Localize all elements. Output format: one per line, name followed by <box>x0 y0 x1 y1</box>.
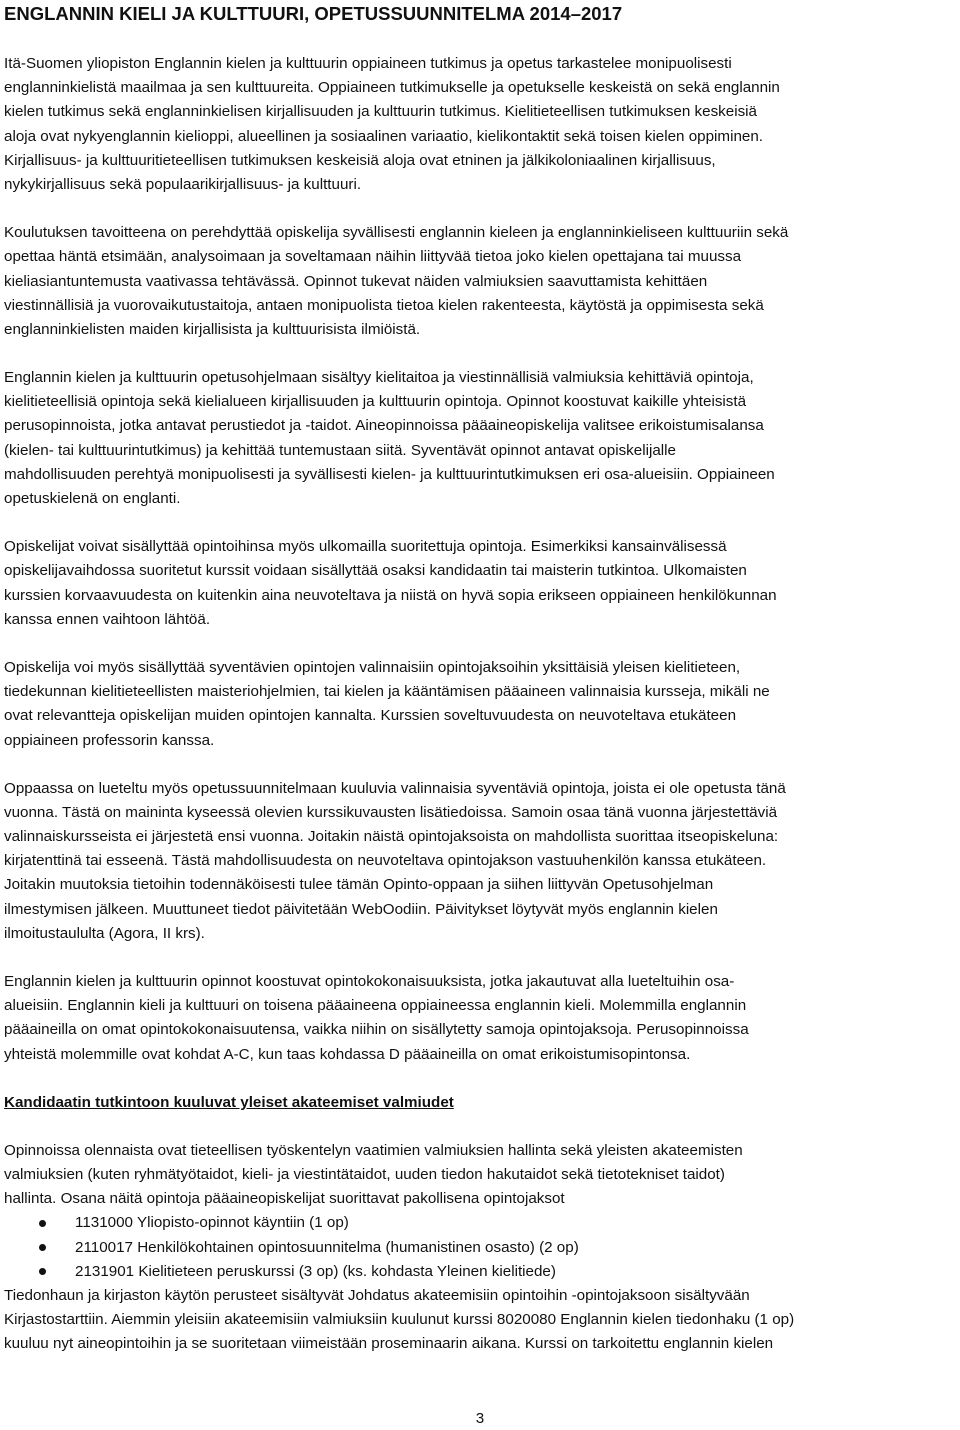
text-line: oppiaineen professorin kanssa. <box>4 731 215 749</box>
text-line: vuonna. Tästä on maininta kyseessä olevien kurssikuvausten lisätiedoissa. Samoin osaa tänä vuonna järjestettäviä <box>4 803 778 821</box>
text-line: mahdollisuuden perehtyä monipuolisesti ja syvällisesti kielen- ja kulttuurintutkimuksen eri osa-alueisiin. Oppiaineen <box>4 465 775 483</box>
text-line: Englannin kielen ja kulttuurin opetusohjelmaan sisältyy kielitaitoa ja viestinnällisiä valmiuksia kehittäviä opintoja, <box>4 369 754 387</box>
list-item <box>4 1236 956 1260</box>
text-line: Kirjastostarttiin. Aiemmin yleisiin akateemisiin valmiuksiin kuulunut kurssi 8020080 Englannin kielen tiedonhaku (1 op) <box>4 1311 795 1329</box>
bullet-icon <box>39 1220 46 1227</box>
text-line: opetuskielenä on englanti. <box>4 490 181 507</box>
course-list <box>4 1211 956 1284</box>
text-line: kieliasiantuntemusta vaativassa tehtävässä. Opinnot tukevat näiden valmiuksien saavuttamista kehittäen <box>4 272 708 290</box>
text-line: Joitakin muutoksia tietoihin todennäköisesti tulee tämän Opinto-oppaan ja siihen liittyvän Opetusohjelman <box>4 876 714 894</box>
text-line: Itä-Suomen yliopiston Englannin kielen ja kulttuurin oppiaineen tutkimus ja opetus tarkastelee monipuolisesti <box>4 55 732 72</box>
paragraph-electives <box>4 656 956 753</box>
text-line: Koulutuksen tavoitteena on perehdyttää opiskelija syvällisesti englannin kieleen ja englanninkieliseen kulttuuriin sekä <box>4 224 789 242</box>
paragraph-intro <box>4 52 956 197</box>
text-line: Tiedonhaun ja kirjaston käytön perusteet sisältyvät Johdatus akateemisiin opintoihin -opintojaksoon sisältyvään <box>4 1286 750 1304</box>
text-line: tiedekunnan kielitieteellisten maisteriohjelmien, tai kielen ja kääntämisen pääaineen valinnaisia kursseja, mikäli ne <box>4 683 770 701</box>
text-line: Opiskelija voi myös sisällyttää syventävien opintojen valinnaisiin opintojaksoihin yksittäisiä yleisen kielitieteen, <box>4 658 741 676</box>
text-line: (kielen- tai kulttuurintutkimus) ja kehittää tuntemustaan siitä. Syventävät opinnot antavat opiskelijalle <box>4 441 676 459</box>
text-line: kielen tutkimus sekä englanninkielisen kirjallisuuden ja kulttuurin tutkimus. Kielitieteellisen tutkimuksen keskeisiä <box>4 103 757 121</box>
bullet-icon <box>39 1244 46 1251</box>
text-line: kuuluu nyt aineopintoihin ja se suoritetaan viimeistään proseminaarin aikana. Kurssi on tarkoitettu englannin kielen <box>4 1335 774 1353</box>
text-line: aloja ovat nykyenglannin kielioppi, alueellinen ja sosiaalinen variaatio, kielikontaktit sekä toisen kielen oppiminen. <box>4 127 763 145</box>
paragraph-goals <box>4 221 956 342</box>
page-number: 3 <box>475 1410 485 1427</box>
list-item-text: 2110017 Henkilökohtainen opintosuunnitelma (humanistinen osasto) (2 op) <box>75 1238 579 1256</box>
text-line: ilmestymisen jälkeen. Muuttuneet tiedot päivitetään WebOodiin. Päivitykset löytyvät myös englannin kielen <box>4 900 718 918</box>
text-line: valmiuksien (kuten ryhmätyötaidot, kieli- ja viestintätaidot, uuden tiedon hakutaidot sekä tietotekniset taidot) <box>4 1165 725 1183</box>
text-line: opettaa häntä etsimään, analysoimaan ja soveltamaan näihin liittyvää tietoa joko kielen opettajana tai muussa <box>4 248 742 266</box>
text-line: kurssien korvaavuudesta on kuitenkin aina neuvoteltava ja niistä on hyvä sopia erikseen oppiaineen henkilökunnan <box>4 586 777 604</box>
paragraph-section-after <box>4 1284 956 1357</box>
section-heading: Kandidaatin tutkintoon kuuluvat yleiset akateemiset valmiudet <box>4 1093 454 1111</box>
text-line: viestinnällisiä ja vuorovaikutustaitoja, antaen monipuolista tietoa kielen rakenteesta, käytöstä ja oppimisesta sekä <box>4 296 764 314</box>
text-line: Kirjallisuus- ja kulttuuritieteellisen tutkimuksen keskeisiä aloja ovat etninen ja jälkikoloniaalinen kirjallisuus, <box>4 151 716 169</box>
text-line: yhteistä molemmille ovat kohdat A-C, kun taas kohdassa D pääaineilla on omat erikoistumisopintonsa. <box>4 1045 691 1063</box>
text-line: alueisiin. Englannin kieli ja kulttuuri on toisena pääaineena oppiaineessa englannin kieli. Molemmilla englannin <box>4 997 747 1015</box>
text-line: pääaineilla on omat opintokokonaisuutensa, vaikka niihin on sisällytetty samoja opintojaksoja. Perusopinnoissa <box>4 1021 749 1039</box>
paragraph-curriculum <box>4 366 956 511</box>
text-line: englanninkielistä maailmaa ja sen kulttuureita. Oppiaineen tutkimukselle ja opetukselle keskeistä on sekä englannin <box>4 79 780 97</box>
paragraph-abroad <box>4 535 956 632</box>
paragraph-section-intro <box>4 1139 956 1212</box>
text-line: ovat relevantteja opiskelijan muiden opintojen kannalta. Kurssien soveltuvuudesta on neuvoteltava etukäteen <box>4 707 737 725</box>
list-item-text: 1131000 Yliopisto-opinnot käyntiin (1 op) <box>75 1214 349 1232</box>
text-line: kanssa ennen vaihtoon lähtöä. <box>4 610 211 628</box>
document-title: ENGLANNIN KIELI JA KULTTUURI, OPETUSSUUNNITELMA 2014–2017 <box>4 3 623 24</box>
text-line: Englannin kielen ja kulttuurin opinnot koostuvat opintokokonaisuuksista, jotka jakautuvat alla lueteltuihin osa- <box>4 973 735 990</box>
paragraph-guide-notes <box>4 777 956 946</box>
text-line: ilmoitustaululta (Agora, II krs). <box>4 924 205 942</box>
list-item <box>4 1260 956 1284</box>
list-item <box>4 1211 956 1235</box>
text-line: englanninkielisten maiden kirjallisista ja kulttuurisista ilmiöistä. <box>4 320 421 338</box>
text-line: opiskelijavaihdossa suoritetut kurssit voidaan sisällyttää osaksi kandidaatin tai maisterin tutkintoa. Ulkomaisten <box>4 562 747 580</box>
text-line: kirjatenttinä tai esseenä. Tästä mahdollisuudesta on neuvoteltava opintojakson vastuuhenkilön kanssa etukäteen. <box>4 852 767 870</box>
text-line: nykykirjallisuus sekä populaarikirjallisuus- ja kulttuuri. <box>4 175 362 193</box>
list-item-text: 2131901 Kielitieteen peruskurssi (3 op) (ks. kohdasta Yleinen kielitiede) <box>75 1262 556 1280</box>
text-line: perusopinnoista, jotka antavat perustiedot ja -taidot. Aineopinnoissa pääaineopiskelija valitsee erikoistumisalansa <box>4 417 764 435</box>
bullet-icon <box>39 1268 46 1275</box>
text-line: hallinta. Osana näitä opintoja pääaineopiskelijat suorittavat pakollisena opintojaksot <box>4 1190 565 1208</box>
text-line: valinnaiskursseista ei järjestetä ensi vuonna. Joitakin näistä opintojaksoista on mahdollista suorittaa itseopiskeluna: <box>4 828 779 846</box>
text-line: Opiskelijat voivat sisällyttää opintoihinsa myös ulkomailla suoritettuja opintoja. Esimerkiksi kansainvälisessä <box>4 538 727 556</box>
paragraph-structure <box>4 970 956 1067</box>
text-line: Oppaassa on lueteltu myös opetussuunnitelmaan kuuluvia valinnaisia syventäviä opintoja, joista ei ole opetusta tänä <box>4 779 786 797</box>
text-line: kielitieteellisiä opintoja sekä kielialueen kirjallisuuden ja kulttuurin opintoja. Opinnot koostuvat kaikille yhteisistä <box>4 393 747 411</box>
text-line: Opinnoissa olennaista ovat tieteellisen työskentelyn vaatimien valmiuksien hallinta sekä yleisten akateemisten <box>4 1141 743 1159</box>
